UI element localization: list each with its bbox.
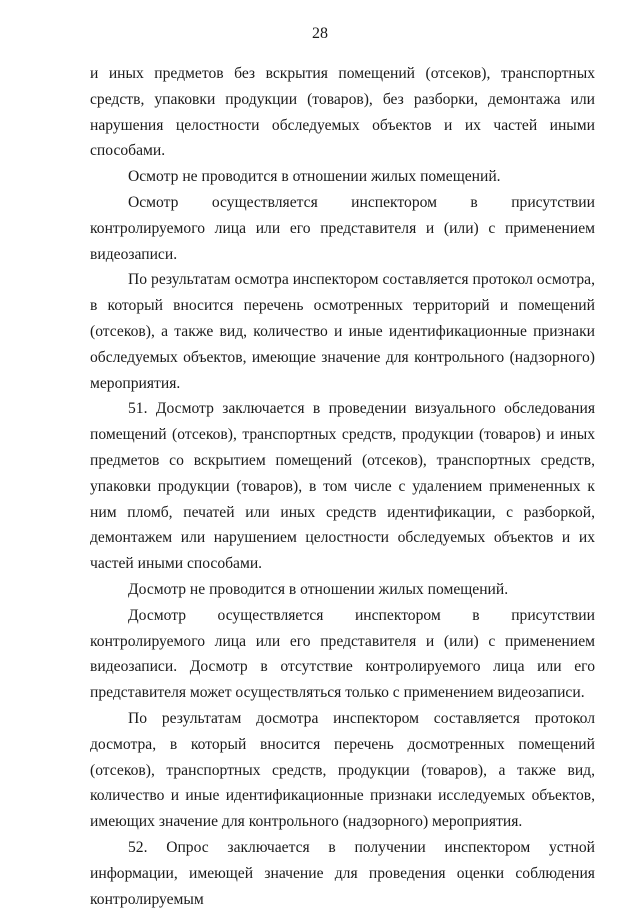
paragraph-4: По результатам осмотра инспектором составляется протокол осмотра, в который вносится перечень осмотренных территорий и помещений (отсеков), а также вид, количество и иные идентификационные признаки обследуемых объектов, имеющие значение для контрольного (надзорного) мероприятия. [90, 271, 595, 392]
paragraph-9: 52. Опрос заключается в получении инспектором устной информации, имеющей значение для проведения оценки соблюдения контролируемым [90, 838, 595, 908]
paragraph-6: Досмотр не проводится в отношении жилых помещений. [128, 580, 509, 598]
paragraph-2: Осмотр не проводится в отношении жилых помещений. [128, 168, 501, 186]
paragraph-8: По результатам досмотра инспектором составляется протокол досмотра, в который вносится перечень досмотренных помещений (отсеков), транспортных средств, продукции (товаров), а также вид, количество и иные идентификационные признаки исследуемых объектов, имеющих значение для контрольного (надзорного) мероприятия. [90, 709, 595, 831]
page-number: 28 [312, 25, 328, 42]
paragraph-3: Осмотр осуществляется инспектором в присутствии контролируемого лица или его представителя и (или) с применением видеозаписи. [90, 193, 595, 263]
paragraph-5: 51. Досмотр заключается в проведении визуального обследования помещений (отсеков), транспортных средств, продукции (товаров) и иных предметов со вскрытием помещений (отсеков), транспортных средств, упаковки продукции (товаров), в том числе с удалением примененных к ним пломб, печатей или иных средств идентификации, с разборкой, демонтажем или нарушением целостности обследуемых объектов и их частей иными способами. [90, 400, 595, 573]
document-body [90, 61, 595, 912]
paragraph-7: Досмотр осуществляется инспектором в присутствии контролируемого лица или его представителя и (или) с применением видеозаписи. Досмотр в отсутствие контролируемого лица или его представителя может осуществляться только с применением видеозаписи. [90, 606, 595, 702]
paragraph-1: и иных предметов без вскрытия помещений (отсеков), транспортных средств, упаковки продукции (товаров), без разборки, демонтажа или нарушения целостности обследуемых объектов и их частей иными способами. [90, 65, 595, 160]
